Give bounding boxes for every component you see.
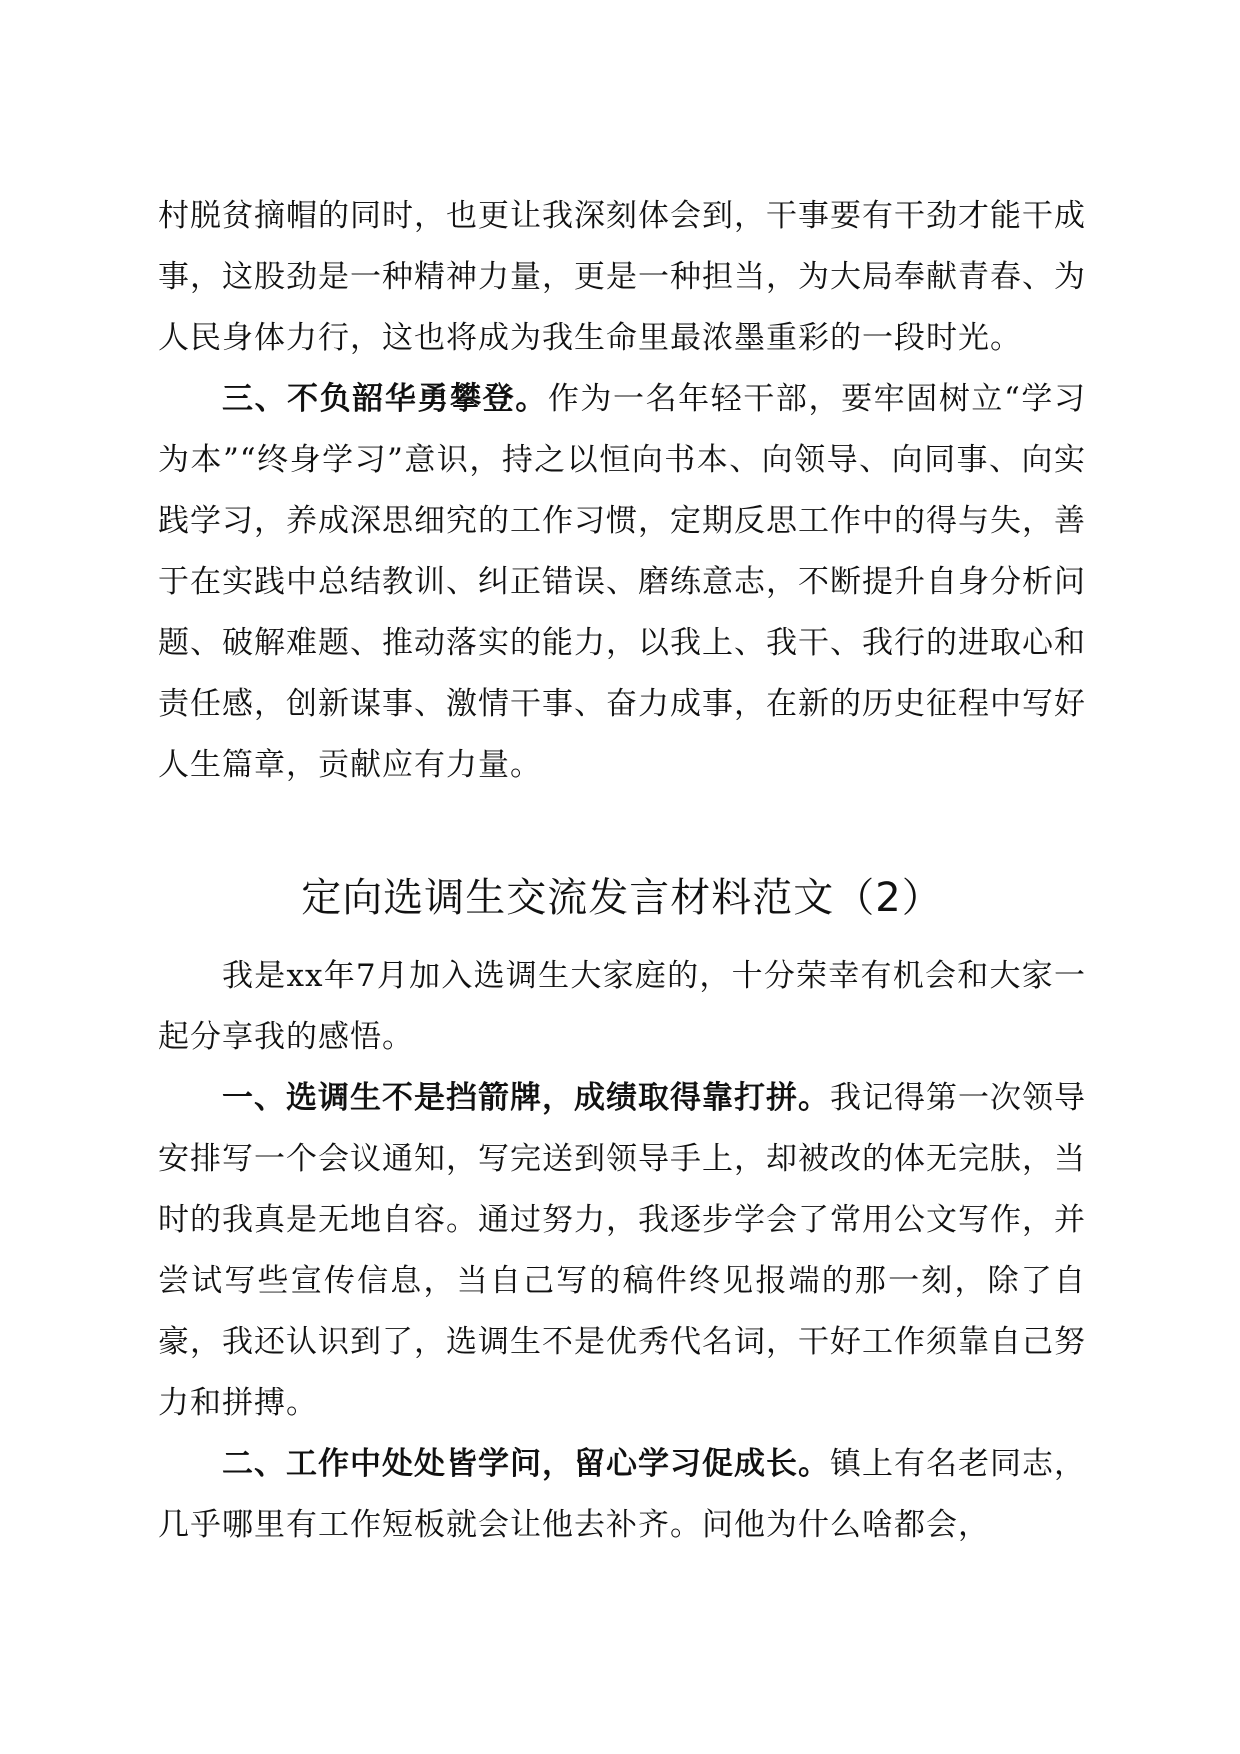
document-title: 定向选调生交流发言材料范文（2） <box>301 875 943 921</box>
spacer <box>158 926 1086 946</box>
section-one-heading: 一、选调生不是挡箭牌，成绩取得靠打拼。 <box>222 1080 830 1116</box>
document-body <box>158 186 1086 1556</box>
section-two-body: 镇上有名老同志，几乎哪里有工作短板就会让他去补齐。问他为什么啥都会， <box>158 1446 1086 1543</box>
section-three-heading: 三、不负韶华勇攀登。 <box>222 381 548 417</box>
section-two-paragraph <box>158 1434 1086 1556</box>
section-three-paragraph <box>158 369 1086 796</box>
spacer <box>158 796 1086 870</box>
intro-paragraph: 我是xx年7月加入选调生大家庭的，十分荣幸有机会和大家一起分享我的感悟。 <box>158 958 1086 1055</box>
continued-paragraph: 村脱贫摘帽的同时，也更让我深刻体会到，干事要有干劲才能干成事，这股劲是一种精神力量，更是一种担当，为大局奉献青春、为人民身体力行，这也将成为我生命里最浓墨重彩的一段时光。 <box>158 198 1086 356</box>
section-one-body: 我记得第一次领导安排写一个会议通知，写完送到领导手上，却被改的体无完肤，当时的我真是无地自容。通过努力，我逐步学会了常用公文写作，并尝试写些宣传信息，当自己写的稿件终见报端的那一刻，除了自豪，我还认识到了，选调生不是优秀代名词，干好工作须靠自己努力和拼搏。 <box>158 1080 1086 1421</box>
section-two-heading: 二、工作中处处皆学问，留心学习促成长。 <box>222 1446 830 1482</box>
section-one-paragraph <box>158 1068 1086 1434</box>
section-three-body: 作为一名年轻干部，要牢固树立“学习为本”“终身学习”意识，持之以恒向书本、向领导、向同事、向实践学习，养成深思细究的工作习惯，定期反思工作中的得与失，善于在实践中总结教训、纠正错误、磨练意志，不断提升自身分析问题、破解难题、推动落实的能力，以我上、我干、我行的进取心和责任感，创新谋事、激情干事、奋力成事，在新的历史征程中写好人生篇章，贡献应有力量。 <box>158 381 1086 783</box>
